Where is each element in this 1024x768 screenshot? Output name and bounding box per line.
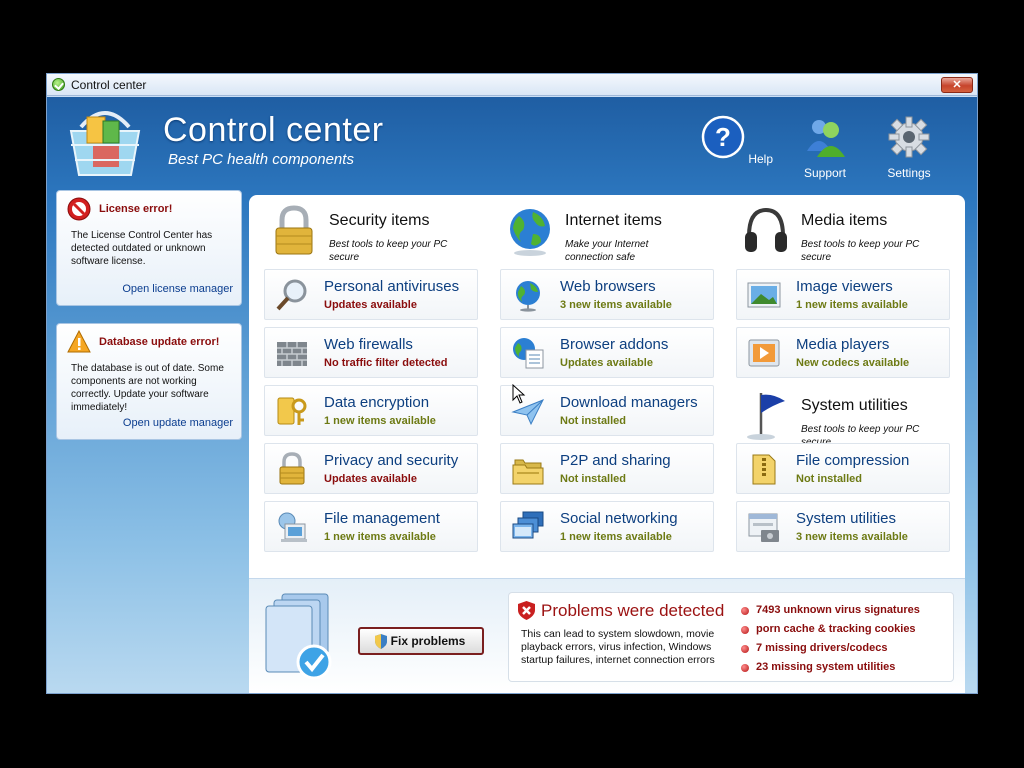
system-window-icon — [747, 510, 781, 544]
settings-button[interactable] — [869, 115, 949, 180]
uac-shield-icon — [374, 634, 388, 649]
support-icon — [803, 115, 847, 159]
tile-browser-addons[interactable] — [500, 327, 714, 378]
tile-image-viewers[interactable] — [736, 269, 950, 320]
category-system-utilities-title: System utilities — [801, 397, 908, 414]
tile-status: Updates available — [324, 473, 417, 485]
image-icon — [747, 278, 781, 312]
tile-download-managers[interactable] — [500, 385, 714, 436]
mouse-cursor-icon — [512, 384, 526, 404]
keys-icon — [275, 394, 309, 428]
windows-stack-icon — [511, 510, 545, 544]
tile-file-compression[interactable] — [736, 443, 950, 494]
tile-p2p-and-sharing[interactable] — [500, 443, 714, 494]
tile-title: Media players — [796, 336, 890, 353]
folders-icon — [511, 452, 545, 486]
tile-status: 3 new items available — [796, 531, 908, 543]
tile-status: No traffic filter detected — [324, 357, 448, 369]
tile-title: System utilities — [796, 510, 897, 527]
tile-status: 3 new items available — [560, 299, 672, 311]
category-internet-subtitle: Make your Internet connection safe — [565, 239, 649, 263]
fix-problems-label: Fix problems — [390, 634, 466, 648]
tile-status: Not installed — [796, 473, 863, 485]
tile-status: Not installed — [560, 473, 627, 485]
close-button[interactable]: ✕ — [941, 77, 973, 93]
help-button[interactable] — [697, 115, 777, 166]
category-security-title: Security items — [329, 212, 430, 229]
tile-media-players[interactable] — [736, 327, 950, 378]
help-icon — [701, 115, 745, 159]
category-media — [739, 204, 959, 266]
tile-personal-antiviruses[interactable] — [264, 269, 478, 320]
svg-text:?: ? — [715, 122, 731, 152]
database-error-panel — [56, 323, 242, 440]
fix-problems-button[interactable] — [358, 627, 484, 655]
category-internet — [503, 204, 723, 266]
problems-panel — [508, 592, 954, 682]
problem-item: 7493 unknown virus signatures — [741, 604, 920, 623]
bottom-panel — [249, 578, 965, 693]
help-label: Help — [748, 152, 774, 166]
tile-title: Personal antiviruses — [324, 278, 460, 295]
tile-web-firewalls[interactable] — [264, 327, 478, 378]
database-error-text: The database is out of date. Some components are not working correctly. Update your software immediately! — [71, 363, 224, 413]
globe-doc-icon — [511, 336, 545, 370]
warning-icon — [67, 330, 91, 354]
tile-status: New codecs available — [796, 357, 910, 369]
problems-description: This can lead to system slowdown, movie playback errors, virus infection, Windows startup failures, internet connection errors — [521, 628, 715, 666]
shield-check-icon — [52, 78, 65, 91]
open-license-manager-link[interactable]: Open license manager — [122, 283, 233, 295]
tile-title: Browser addons — [560, 336, 669, 353]
tile-title: Social networking — [560, 510, 678, 527]
tile-title: Download managers — [560, 394, 698, 411]
tile-status: 1 new items available — [560, 531, 672, 543]
tile-status: Updates available — [324, 299, 417, 311]
error-shield-icon — [517, 601, 536, 620]
globe-icon — [503, 204, 557, 258]
database-error-title: Database update error! — [99, 336, 220, 348]
license-error-title: License error! — [99, 203, 173, 215]
problems-title: Problems were detected — [541, 601, 725, 620]
padlock-icon — [275, 452, 309, 486]
tile-file-management[interactable] — [264, 501, 478, 552]
problems-list — [741, 604, 920, 680]
globe-icon — [511, 278, 545, 312]
tile-data-encryption[interactable] — [264, 385, 478, 436]
category-media-subtitle: Best tools to keep your PC secure — [801, 239, 920, 263]
category-internet-title: Internet items — [565, 212, 662, 229]
tile-social-networking[interactable] — [500, 501, 714, 552]
category-media-title: Media items — [801, 212, 888, 229]
header-subtitle: Best PC health components — [168, 151, 354, 168]
tile-privacy-and-security[interactable] — [264, 443, 478, 494]
tile-status: Not installed — [560, 415, 627, 427]
brick-wall-icon — [275, 336, 309, 370]
tile-status: Updates available — [560, 357, 653, 369]
support-button[interactable] — [785, 115, 865, 180]
tile-status: 1 new items available — [324, 531, 436, 543]
media-player-icon — [747, 336, 781, 370]
tile-system-utilities[interactable] — [736, 501, 950, 552]
tile-title: Data encryption — [324, 394, 430, 411]
tile-title: Image viewers — [796, 278, 893, 295]
settings-label: Settings — [887, 166, 931, 180]
tile-title: File compression — [796, 452, 910, 469]
tile-status: 1 new items available — [796, 299, 908, 311]
category-security-subtitle: Best tools to keep your PC secure — [329, 239, 448, 263]
padlock-icon — [267, 204, 321, 258]
window-title: Control center — [71, 78, 147, 92]
support-label: Support — [803, 166, 847, 180]
category-security — [267, 204, 487, 266]
tile-title: P2P and sharing — [560, 452, 671, 469]
tile-status: 1 new items available — [324, 415, 436, 427]
title-bar[interactable] — [47, 74, 977, 96]
settings-icon — [887, 115, 931, 159]
zip-folder-icon — [747, 452, 781, 486]
no-entry-icon — [67, 197, 91, 221]
header-title: Control center — [163, 111, 384, 149]
problem-item: 7 missing drivers/codecs — [741, 642, 920, 661]
license-error-panel — [56, 190, 242, 306]
headphones-icon — [739, 204, 793, 258]
documents-check-icon — [264, 592, 336, 682]
tile-title: File management — [324, 510, 440, 527]
tile-title: Web firewalls — [324, 336, 413, 353]
category-system-utilities — [739, 389, 959, 451]
open-update-manager-link[interactable]: Open update manager — [122, 417, 233, 429]
shopping-basket-icon — [65, 105, 145, 177]
problem-item: 23 missing system utilities — [741, 661, 920, 680]
magnifier-icon — [275, 278, 309, 312]
tile-title: Privacy and security — [324, 452, 459, 469]
license-error-text: The License Control Center has detected outdated or unknown software license. — [71, 230, 213, 267]
flag-icon — [739, 389, 793, 443]
tile-web-browsers[interactable] — [500, 269, 714, 320]
category-system-utilities-subtitle: Best tools to keep your PC — [801, 424, 920, 435]
problem-item: porn cache & tracking cookies — [741, 623, 920, 642]
file-manager-icon — [275, 510, 309, 544]
tile-title: Web browsers — [560, 278, 656, 295]
